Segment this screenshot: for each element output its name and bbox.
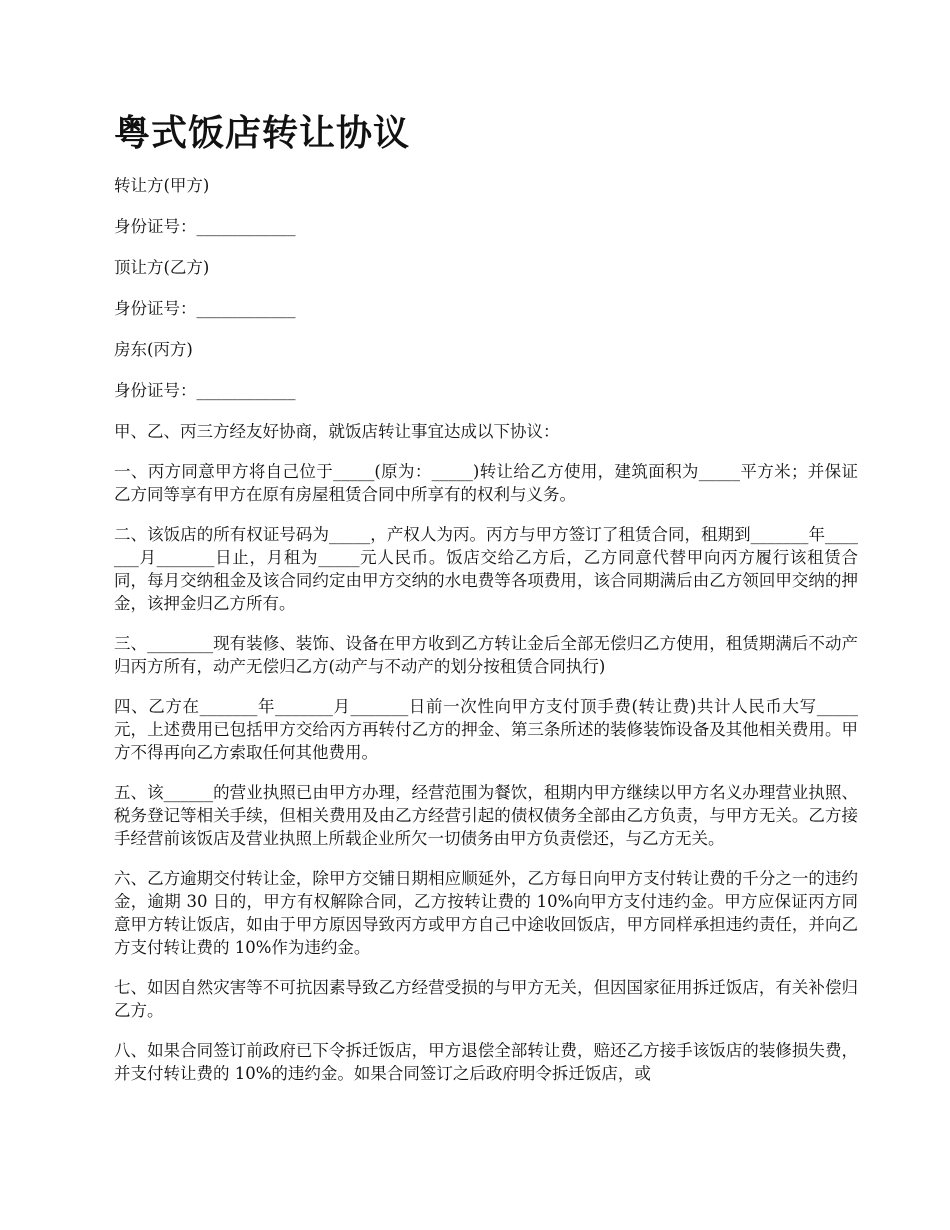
- landlord-label: 房东(丙方): [114, 340, 193, 359]
- clause-7: 七、如因自然灾害等不可抗因素导致乙方经营受损的与甲方无关，但因国家征用拆迁饭店，有关补偿归乙方。: [114, 978, 858, 1020]
- clause-6: 六、乙方逾期交付转让金，除甲方交铺日期相应顺延外，乙方每日向甲方支付转让费的千分之一的违约金，逾期 30 日的，甲方有权解除合同，乙方按转让费的 10%向甲方支付违约金。甲方应保证丙方同意甲方转让饭店，如由于甲方原因导致丙方或甲方自己中途收回饭店，甲方同样承担违约责任，并向乙方支付转让费的 10%作为违约金。: [114, 869, 858, 957]
- intro-paragraph: 甲、乙、丙三方经友好协商，就饭店转让事宜达成以下协议：: [114, 422, 560, 441]
- document-title: 粤式饭店转让协议: [114, 113, 411, 154]
- clause-3: 三、________现有装修、装饰、设备在甲方收到乙方转让金后全部无偿归乙方使用，租赁期满后不动产归丙方所有，动产无偿归乙方(动产与不动产的划分按租赁合同执行): [114, 634, 858, 676]
- clause-1: 一、丙方同意甲方将自己位于_____(原为：_____)转让给乙方使用，建筑面积为_____平方米；并保证乙方同等享有甲方在原有房屋租赁合同中所享有的权利与义务。: [114, 462, 858, 504]
- transferee-id-field: 身份证号：____________: [114, 299, 296, 318]
- clause-5: 五、该______的营业执照已由甲方办理，经营范围为餐饮，租期内甲方继续以甲方名义办理营业执照、税务登记等相关手续，但相关费用及由乙方经营引起的债权债务全部由乙方负责，与甲方无关。乙方接手经营前该饭店及营业执照上所载企业所欠一切债务由甲方负责偿还，与乙方无关。: [114, 783, 858, 848]
- clause-2: 二、该饭店的所有权证号码为_____，产权人为丙。丙方与甲方签订了租赁合同，租期到_______年_______月_______日止，月租为_____元人民币。饭店交给乙方后，乙方同意代替甲向丙方履行该租赁合同，每月交纳租金及该合同约定由甲方交纳的水电费等各项费用，该合同期满后由乙方领回甲交纳的押金，该押金归乙方所有。: [114, 525, 858, 613]
- transferee-label: 顶让方(乙方): [114, 258, 210, 277]
- landlord-id-field: 身份证号：____________: [114, 381, 296, 400]
- transferor-label: 转让方(甲方): [114, 176, 210, 195]
- clause-8: 八、如果合同签订前政府已下令拆迁饭店，甲方退偿全部转让费，赔还乙方接手该饭店的装修损失费，并支付转让费的 10%的违约金。如果合同签订之后政府明令拆迁饭店，或: [114, 1041, 858, 1083]
- transferor-id-field: 身份证号：____________: [114, 217, 296, 236]
- clause-4: 四、乙方在_______年_______月_______日前一次性向甲方支付顶手费(转让费)共计人民币大写_____元，上述费用已包括甲方交给丙方再转付乙方的押金、第三条所述的装修装饰设备及其他相关费用。甲方不得再向乙方索取任何其他费用。: [114, 697, 858, 762]
